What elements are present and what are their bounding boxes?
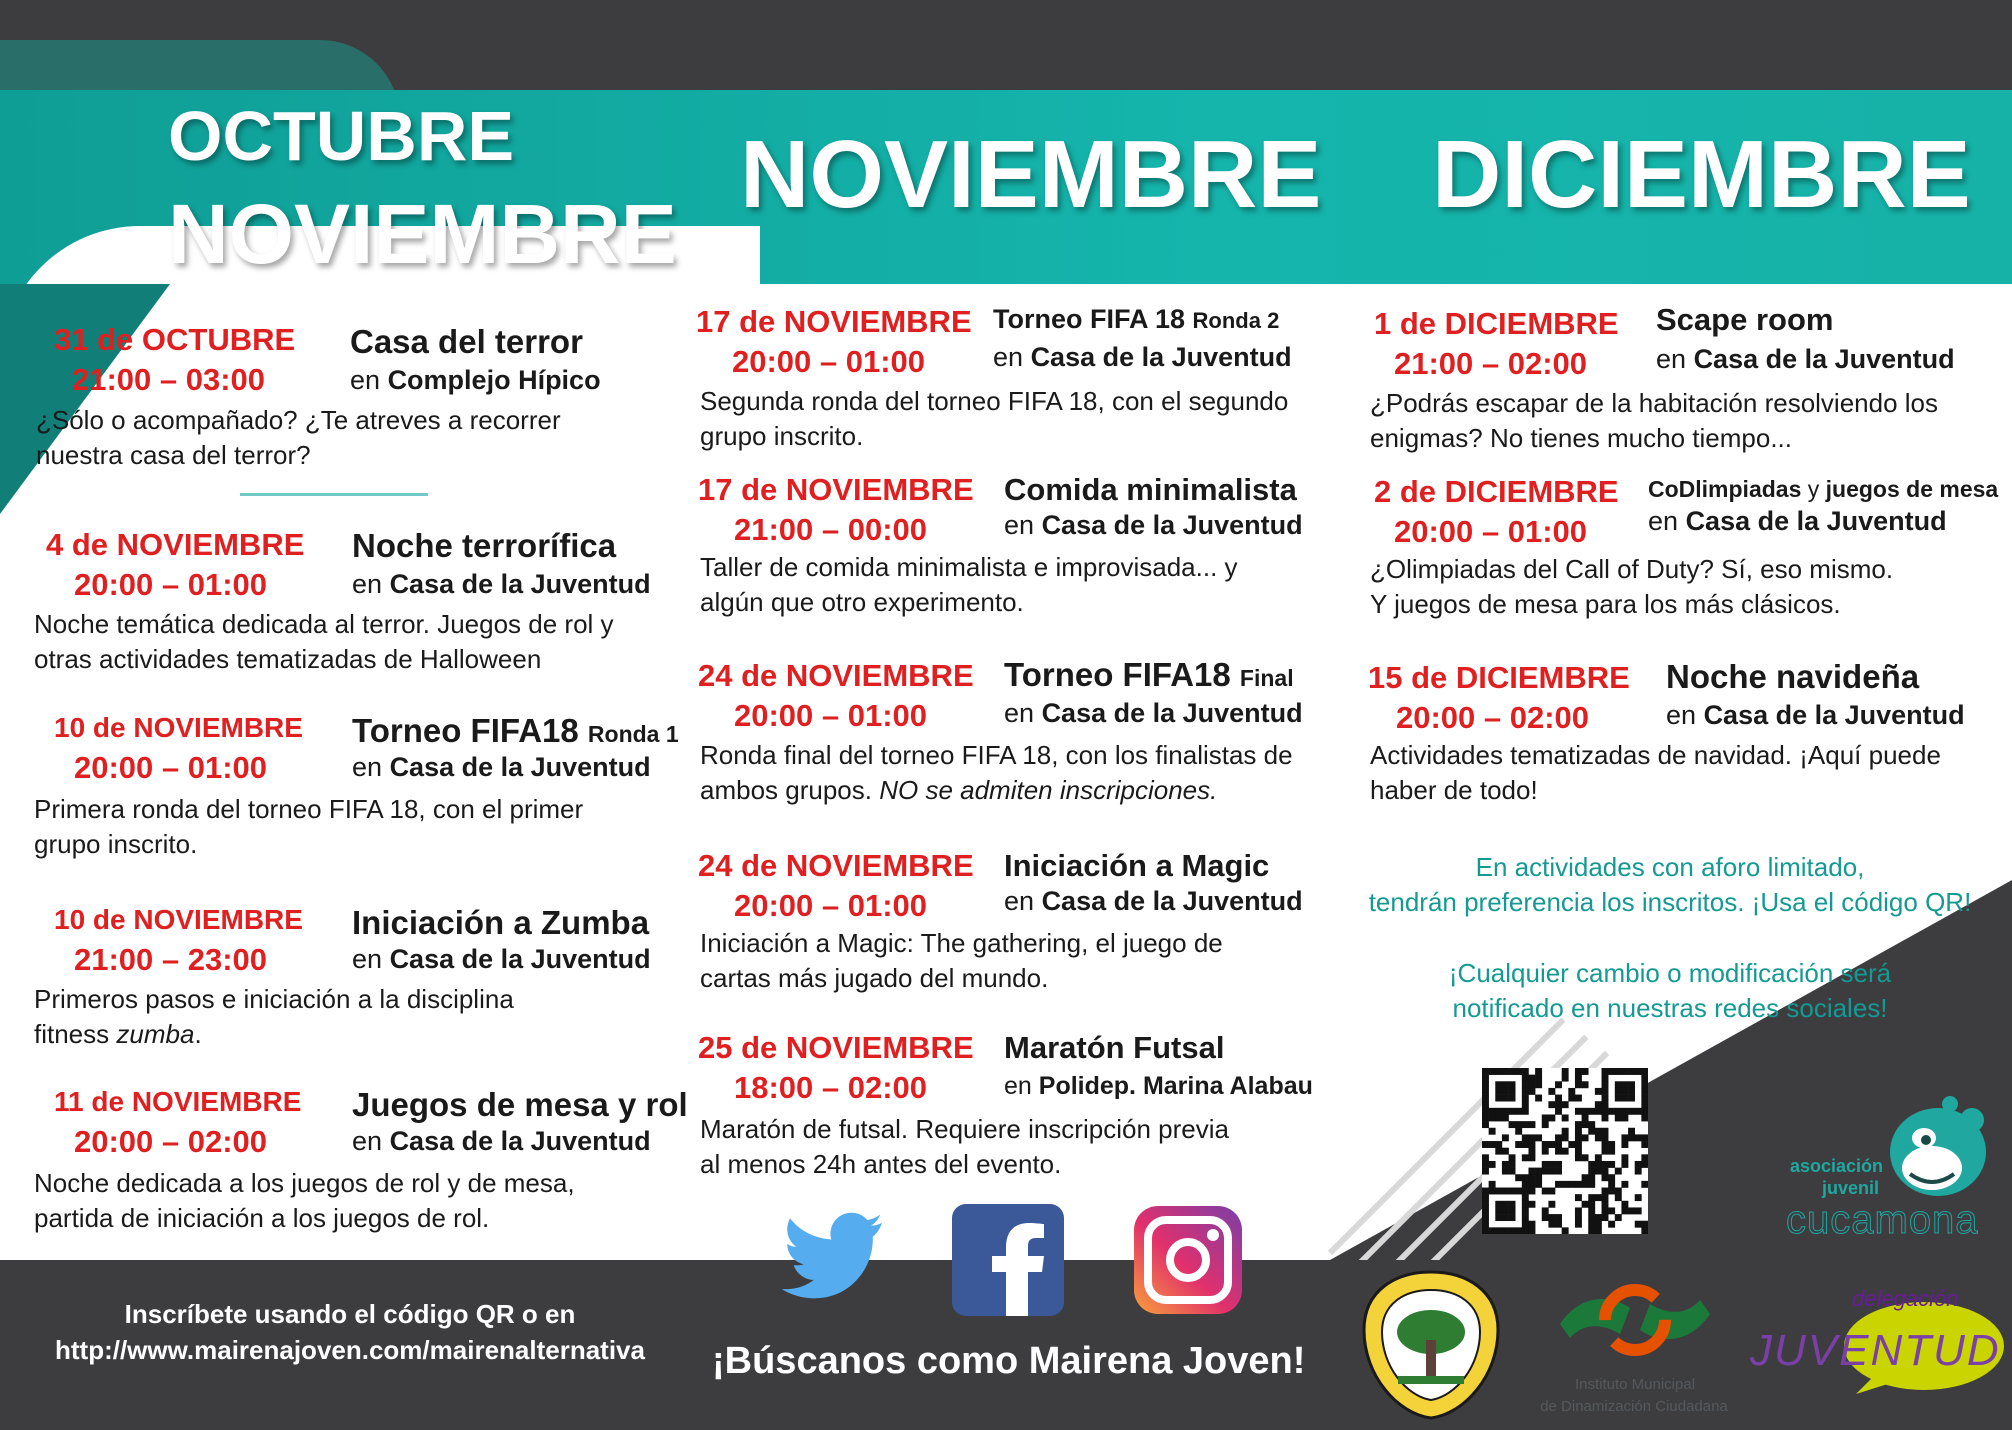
twitter-icon[interactable] [780,1210,886,1306]
event-time: 20:00 – 01:00 [74,567,268,602]
event-time: 20:00 – 01:00 [74,750,268,785]
event-location: en Casa de la Juventud [1004,510,1303,540]
event-time: 18:00 – 02:00 [734,1070,928,1105]
event-description: Segunda ronda del torneo FIFA 18, con el segundo grupo inscrito. [700,386,1289,451]
event-time: 21:00 – 23:00 [74,942,268,977]
signup-link[interactable]: http://www.mairenajoven.com/mairenalternativa [55,1335,645,1365]
event-date: 17 de NOVIEMBRE [696,304,972,339]
event-title: Comida minimalista [1004,472,1297,507]
event-title: Maratón Futsal [1004,1030,1225,1065]
event-time: 21:00 – 03:00 [72,362,266,397]
event-description: Taller de comida minimalista e improvisada... y algún que otro experimento. [700,552,1238,617]
event-date: 15 de DICIEMBRE [1368,660,1630,695]
event-time: 20:00 – 01:00 [732,344,926,379]
poster: OCTUBRE NOVIEMBRE NOVIEMBRE DICIEMBRE 31 de OCTUBRE 21:00 – 03:00 Casa del terror en Complejo Hípico ¿Sólo o acompañado? ¿Te atreves a recorrer nuestra casa del terror? 4 de NOVIEMBRE 20:00 – 01:00 Noche terrorífica en Casa de la Juventud Noche temática dedicada al terror. Juegos de rol y otras actividades tematizadas de Halloween 10 de NOVIEMBRE 20:00 – 01:00 Torneo FIFA18 Ronda 1 en Casa de la Juventud Primera ronda del torneo FIFA 18, con el primer grupo inscrito. 10 de NOVIEMBRE 21:00 – 23:00 Iniciación a Zumba en Casa de la Juventud Primeros pasos e iniciación a la disciplina fitness zumba. 11 de NOVIEMBRE 20:00 – 02:00 Juegos de mesa y rol en Casa de la Juventud Noche dedicada a los juegos de rol y de mesa, partida de iniciación a los juegos de rol. 17 de NOVIEMBRE 20:00 – 01:00 Torneo FIFA 18 Ronda 2 en Casa de la Juventud Segunda ronda del torneo FIFA 18, con el segundo grupo inscrito. 17 de NOVIEMBRE 21:00 – 00:00 Comida minimalista en Casa de la Juventud Taller de comida minimalista e improvisada... y algún que otro experimento. 24 de NOVIEMBRE 20:00 – 01:00 Torneo FIFA18 Final en Casa de la Juventud Ronda final del torneo FIFA 18, con los finalistas de ambos grupos. NO se admiten inscripciones. 24 de NOVIEMBRE 20:00 – 01:00 Iniciación a Magic en Casa de la Juventud Iniciación a Magic: The gathering, el juego de cartas más jugado del mundo. 25 de NOVIEMBRE 18:00 – 02:00 Maratón Futsal en Polidep. Marina Alabau Maratón de futsal. Requiere inscripción previa al menos 24h antes del evento. 1 de DICIEMBRE 21:00 – 02:00 Scape room en Casa de la Juventud ¿Podrás escapar de la habitación resolviendo los enigmas? No tienes mucho tiempo... 2 de DICIEMBRE 20:00 – 01:00 CoDlimpiadas y juegos de mesa en Casa de la Juventud ¿Olimpiadas del Call of Duty? Sí, eso mismo. Y juegos de mesa para los más clásicos. 15 de DICIEMBRE 20:00 – 02:00 Noche navideña en Casa de la Juventud Actividades tematizadas de navidad. ¡Aquí puede haber de todo! En actividades con aforo limitado, tendrán preferencia los inscritos. ¡Usa el código QR! ¡Cualquier cambio o modificación será notificado en nuestras redes sociales! asociación juvenil cucamona Inscríbete usando el código QR o en http://www.mairenajoven.com/mairenalternativa ¡Búscanos como Mairena Joven! Instituto Municipal de Dinamización Ciudadana delegación JUVENTUD [0,0,2012,1430]
event-description: Noche temática dedicada al terror. Juegos de rol y otras actividades tematizadas de Halloween [34,609,614,674]
event-description: ¿Podrás escapar de la habitación resolviendo los enigmas? No tienes mucho tiempo... [1370,388,1939,453]
event-location: en Casa de la Juventud [352,944,651,974]
event-title: Casa del terror [350,323,583,360]
signup-text: Inscríbete usando el código QR o en http://www.mairenajoven.com/mairenalternativa [0,1296,700,1368]
event-location: en Casa de la Juventud [1666,700,1965,730]
event-date: 4 de NOVIEMBRE [46,527,305,562]
event-date: 11 de NOVIEMBRE [54,1086,302,1117]
event-time: 20:00 – 01:00 [734,698,928,733]
event-description: ¿Olimpiadas del Call of Duty? Sí, eso mismo. Y juegos de mesa para los más clásicos. [1370,554,1894,619]
event-date: 25 de NOVIEMBRE [698,1030,974,1065]
month-heading-noviembre-2: NOVIEMBRE [740,121,1322,228]
event-title: Noche navideña [1666,658,1920,695]
event-description: Ronda final del torneo FIFA 18, con los finalistas de ambos grupos. NO se admiten inscripciones. [700,740,1293,805]
event-location: en Casa de la Juventud [1648,506,1947,536]
event-date: 2 de DICIEMBRE [1374,474,1619,509]
search-us-text: ¡Búscanos como Mairena Joven! [712,1340,1306,1382]
event-location: en Casa de la Juventud [352,752,651,782]
event-title: Torneo FIFA18 Ronda 1 [352,712,679,749]
event-title: Juegos de mesa y rol [352,1086,688,1123]
qr-code[interactable] [1482,1068,1648,1234]
facebook-icon[interactable] [952,1204,1064,1316]
event-description: Primera ronda del torneo FIFA 18, con el primer grupo inscrito. [34,794,584,859]
corner-accent [0,284,170,514]
event-date: 10 de NOVIEMBRE [54,904,303,935]
event-date: 24 de NOVIEMBRE [698,658,974,693]
event-location: en Casa de la Juventud [352,569,651,599]
event-description: ¿Sólo o acompañado? ¿Te atreves a recorrer nuestra casa del terror? [36,405,561,470]
event-date: 24 de NOVIEMBRE [698,848,974,883]
event-time: 20:00 – 01:00 [734,888,928,923]
month-heading-octubre: OCTUBRE [168,97,515,175]
event-location: en Casa de la Juventud [352,1126,651,1156]
event-time: 20:00 – 02:00 [1396,700,1590,735]
event-title: Noche terrorífica [352,527,617,564]
event-title: Torneo FIFA18 Final [1004,656,1294,693]
ayuntamiento-logo [1358,1268,1504,1422]
event-date: 1 de DICIEMBRE [1374,306,1619,341]
month-heading-diciembre: DICIEMBRE [1432,121,1971,228]
event-location: en Casa de la Juventud [993,342,1292,372]
event-date: 17 de NOVIEMBRE [698,472,974,507]
event-title: Iniciación a Magic [1004,848,1270,883]
event-description: Noche dedicada a los juegos de rol y de mesa, partida de iniciación a los juegos de rol. [34,1168,575,1233]
event-time: 20:00 – 02:00 [74,1124,268,1159]
event-time: 21:00 – 00:00 [734,512,928,547]
divider [240,493,428,496]
event-description: Iniciación a Magic: The gathering, el juego de cartas más jugado del mundo. [700,928,1223,993]
event-title: CoDlimpiadas y juegos de mesa [1648,476,1999,502]
event-description: Primeros pasos e iniciación a la disciplina fitness zumba. [34,984,514,1049]
event-location: en Casa de la Juventud [1004,886,1303,916]
event-time: 20:00 – 01:00 [1394,514,1588,549]
event-location: en Casa de la Juventud [1004,698,1303,728]
event-title: Torneo FIFA 18 Ronda 2 [993,304,1280,334]
event-location: en Polidep. Marina Alabau [1004,1072,1313,1100]
event-title: Scape room [1656,302,1834,337]
month-heading-noviembre-1: NOVIEMBRE [168,187,677,281]
event-title: Iniciación a Zumba [352,904,650,941]
event-date: 31 de OCTUBRE [54,322,296,357]
monkey-icon [1880,1090,2000,1210]
event-description: Actividades tematizadas de navidad. ¡Aquí puede haber de todo! [1370,740,1941,805]
imdc-logo [1560,1264,1710,1374]
note-capacity: En actividades con aforo limitado, tendrán preferencia los inscritos. ¡Usa el código QR! [1368,852,1972,917]
event-location: en Casa de la Juventud [1656,344,1955,374]
event-time: 21:00 – 02:00 [1394,346,1588,381]
event-date: 10 de NOVIEMBRE [54,712,303,743]
instagram-icon[interactable] [1134,1206,1242,1314]
event-location: en Complejo Hípico [350,365,601,395]
event-description: Maratón de futsal. Requiere inscripción previa al menos 24h antes del evento. [700,1114,1229,1179]
note-changes: ¡Cualquier cambio o modificación será notificado en nuestras redes sociales! [1448,958,1892,1023]
